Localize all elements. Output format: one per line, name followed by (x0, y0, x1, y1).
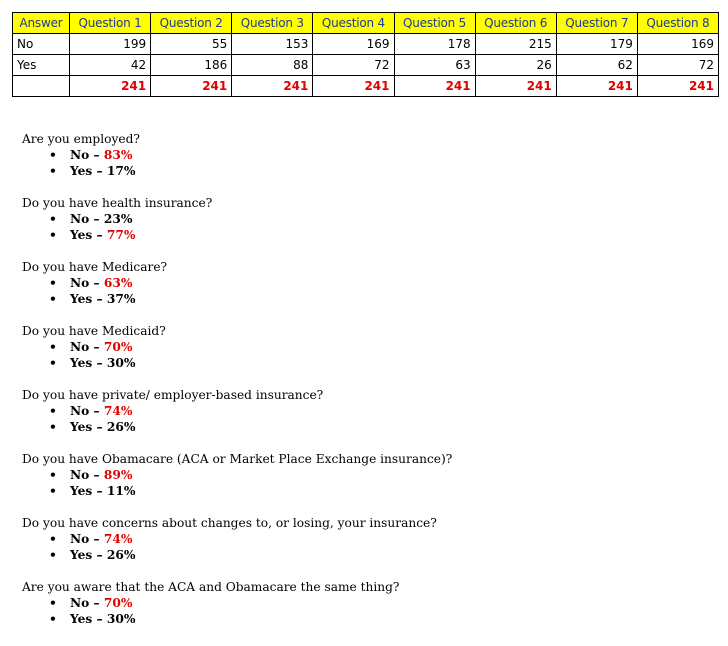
bullet-icon: • (49, 484, 57, 498)
header-question-2: Question 2 (151, 13, 232, 34)
bullet-icon: • (49, 148, 57, 162)
row-label-yes: Yes (13, 55, 70, 76)
answer-percentage: 26% (106, 420, 136, 434)
cell-no-q8: 169 (637, 34, 718, 55)
answer-yes: • Yes – 11% (49, 484, 136, 498)
answer-percentage: 17% (106, 164, 136, 178)
question-block-2 (22, 195, 702, 259)
header-answer: Answer (13, 13, 70, 34)
question-block-1 (22, 131, 702, 195)
answer-label: No (70, 148, 90, 162)
cell-yes-q3: 88 (232, 55, 313, 76)
answer-percentage: 77% (106, 228, 136, 242)
answer-no: • No – 83% (49, 148, 133, 162)
table-row-no (13, 34, 719, 55)
question-text: Do you have concerns about changes to, or losing, your insurance? (22, 516, 437, 530)
header-question-5: Question 5 (394, 13, 475, 34)
answer-no: • No – 23% (49, 212, 133, 226)
table-row-yes (13, 55, 719, 76)
question-block-4 (22, 323, 702, 387)
answer-percentage: 70% (103, 596, 133, 610)
answer-label: Yes (70, 548, 93, 562)
question-block-3 (22, 259, 702, 323)
question-block-7 (22, 515, 702, 579)
cell-no-q6: 215 (475, 34, 556, 55)
cell-total-q3: 241 (232, 76, 313, 97)
cell-no-q2: 55 (151, 34, 232, 55)
answer-no: • No – 89% (49, 468, 133, 482)
answer-yes: • Yes – 26% (49, 420, 136, 434)
bullet-icon: • (49, 276, 57, 290)
table-row-total (13, 76, 719, 97)
cell-total-q6: 241 (475, 76, 556, 97)
cell-yes-q1: 42 (70, 55, 151, 76)
answer-percentage: 30% (106, 356, 136, 370)
answer-percentage: 37% (106, 292, 136, 306)
answer-list (22, 339, 702, 371)
answer-no: • No – 70% (49, 596, 133, 610)
table-header-row (13, 13, 719, 34)
question-text: Do you have health insurance? (22, 196, 213, 210)
answer-no: • No – 70% (49, 340, 133, 354)
bullet-icon: • (49, 612, 57, 626)
header-question-7: Question 7 (556, 13, 637, 34)
question-block-5 (22, 387, 702, 451)
answer-list (22, 595, 702, 627)
header-question-6: Question 6 (475, 13, 556, 34)
answer-percentage: 11% (106, 484, 136, 498)
answer-label: Yes (70, 164, 93, 178)
answer-label: No (70, 276, 90, 290)
row-label-no: No (13, 34, 70, 55)
answer-list (22, 211, 702, 243)
bullet-icon: • (49, 548, 57, 562)
answer-percentage: 26% (106, 548, 136, 562)
cell-yes-q8: 72 (637, 55, 718, 76)
cell-total-q7: 241 (556, 76, 637, 97)
question-list (22, 131, 702, 643)
header-question-1: Question 1 (70, 13, 151, 34)
cell-total-q1: 241 (70, 76, 151, 97)
cell-no-q5: 178 (394, 34, 475, 55)
bullet-icon: • (49, 356, 57, 370)
answer-percentage: 63% (103, 276, 133, 290)
cell-no-q1: 199 (70, 34, 151, 55)
bullet-icon: • (49, 212, 57, 226)
cell-no-q4: 169 (313, 34, 394, 55)
answer-percentage: 23% (103, 212, 133, 226)
answer-yes: • Yes – 26% (49, 548, 136, 562)
cell-total-q4: 241 (313, 76, 394, 97)
cell-yes-q6: 26 (475, 55, 556, 76)
bullet-icon: • (49, 420, 57, 434)
bullet-icon: • (49, 468, 57, 482)
header-question-4: Question 4 (313, 13, 394, 34)
bullet-icon: • (49, 164, 57, 178)
header-question-8: Question 8 (637, 13, 718, 34)
cell-yes-q5: 63 (394, 55, 475, 76)
answer-list (22, 147, 702, 179)
question-text: Are you employed? (22, 132, 140, 146)
answer-label: No (70, 532, 90, 546)
bullet-icon: • (49, 404, 57, 418)
cell-no-q7: 179 (556, 34, 637, 55)
header-question-3: Question 3 (232, 13, 313, 34)
bullet-icon: • (49, 596, 57, 610)
answer-label: Yes (70, 356, 93, 370)
question-text: Do you have Medicaid? (22, 324, 166, 338)
answer-yes: • Yes – 30% (49, 356, 136, 370)
answer-no: • No – 74% (49, 532, 133, 546)
answer-yes: • Yes – 17% (49, 164, 136, 178)
answer-yes: • Yes – 30% (49, 612, 136, 626)
answer-list (22, 467, 702, 499)
cell-total-q2: 241 (151, 76, 232, 97)
answer-label: No (70, 404, 90, 418)
answer-list (22, 275, 702, 307)
answer-percentage: 74% (103, 404, 133, 418)
answer-label: Yes (70, 228, 93, 242)
answer-yes: • Yes – 77% (49, 228, 136, 242)
cell-yes-q4: 72 (313, 55, 394, 76)
answer-no: • No – 74% (49, 404, 133, 418)
survey-results-table (12, 12, 719, 97)
answer-list (22, 531, 702, 563)
answer-percentage: 83% (103, 148, 133, 162)
question-block-6 (22, 451, 702, 515)
answer-list (22, 403, 702, 435)
answer-percentage: 74% (103, 532, 133, 546)
cell-yes-q7: 62 (556, 55, 637, 76)
answer-percentage: 30% (106, 612, 136, 626)
cell-total-q8: 241 (637, 76, 718, 97)
answer-percentage: 89% (103, 468, 133, 482)
answer-label: Yes (70, 484, 93, 498)
question-text: Do you have Obamacare (ACA or Market Place Exchange insurance)? (22, 452, 453, 466)
answer-label: Yes (70, 292, 93, 306)
bullet-icon: • (49, 228, 57, 242)
answer-label: No (70, 596, 90, 610)
question-text: Do you have private/ employer-based insurance? (22, 388, 324, 402)
answer-label: Yes (70, 612, 93, 626)
question-text: Are you aware that the ACA and Obamacare the same thing? (22, 580, 400, 594)
answer-label: No (70, 340, 90, 354)
question-text: Do you have Medicare? (22, 260, 168, 274)
answer-label: No (70, 468, 90, 482)
row-label-total (13, 76, 70, 97)
answer-no: • No – 63% (49, 276, 133, 290)
answer-percentage: 70% (103, 340, 133, 354)
cell-total-q5: 241 (394, 76, 475, 97)
cell-yes-q2: 186 (151, 55, 232, 76)
answer-label: Yes (70, 420, 93, 434)
answer-label: No (70, 212, 90, 226)
bullet-icon: • (49, 292, 57, 306)
cell-no-q3: 153 (232, 34, 313, 55)
bullet-icon: • (49, 340, 57, 354)
question-block-8 (22, 579, 702, 643)
answer-yes: • Yes – 37% (49, 292, 136, 306)
bullet-icon: • (49, 532, 57, 546)
